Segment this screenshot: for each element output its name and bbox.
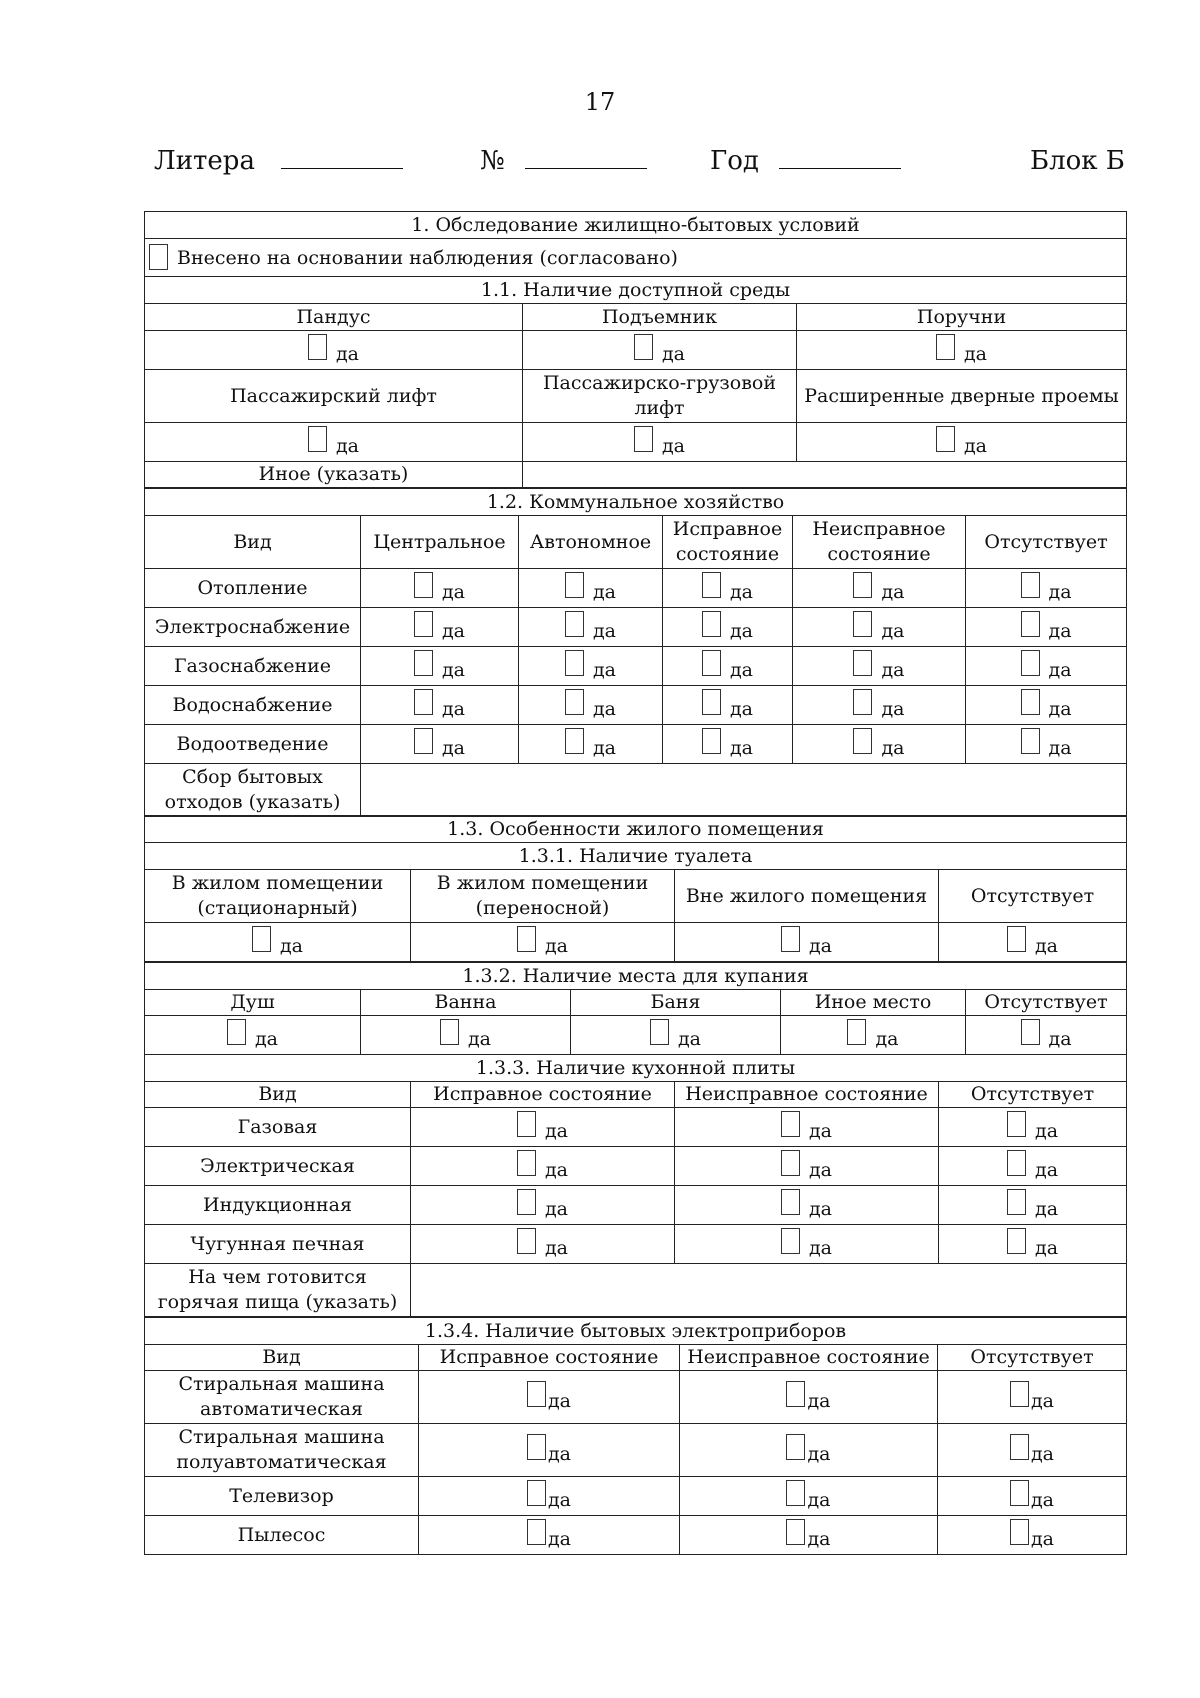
row-label: Отопление bbox=[145, 569, 361, 608]
yes-label: да bbox=[335, 434, 360, 457]
s12-header-type: Вид bbox=[145, 516, 361, 569]
yes-label: да bbox=[1048, 580, 1072, 603]
year-field bbox=[710, 146, 901, 176]
section-1-title: 1. Обследование жилищно-бытовых условий bbox=[145, 212, 1127, 239]
hot-food-input[interactable] bbox=[411, 1264, 1127, 1317]
yes-label: да bbox=[808, 1197, 833, 1220]
section-1-3-4-title: 1.3.4. Наличие бытовых электроприборов bbox=[145, 1318, 1127, 1345]
yes-label: да bbox=[547, 1442, 572, 1465]
consent-checkbox[interactable] bbox=[149, 244, 168, 270]
row-label: Индукционная bbox=[145, 1186, 411, 1225]
shower-header: Душ bbox=[145, 990, 361, 1016]
ramp-cell bbox=[145, 331, 523, 370]
section-1-2-title: 1.2. Коммунальное хозяйство bbox=[145, 489, 1127, 516]
yes-label: да bbox=[1048, 619, 1072, 642]
yes-label: да bbox=[808, 1236, 833, 1259]
yes-label: да bbox=[544, 1197, 569, 1220]
page-number: 17 bbox=[584, 88, 616, 116]
checkbox[interactable] bbox=[414, 611, 433, 637]
number-label: № bbox=[480, 146, 505, 176]
table-row bbox=[145, 1516, 1127, 1555]
yes-label: да bbox=[467, 1027, 492, 1050]
checkbox[interactable] bbox=[1010, 1381, 1029, 1407]
section-1-3-2-title: 1.3.2. Наличие места для купания bbox=[145, 963, 1127, 990]
litera-field bbox=[154, 146, 403, 176]
checkbox[interactable] bbox=[414, 650, 433, 676]
table-row bbox=[145, 569, 1127, 608]
checkbox[interactable] bbox=[786, 1519, 805, 1545]
shower-checkbox[interactable] bbox=[227, 1019, 246, 1045]
year-input[interactable] bbox=[779, 148, 901, 169]
yes-label: да bbox=[592, 580, 617, 603]
table-row bbox=[145, 1186, 1127, 1225]
yes-label: да bbox=[881, 619, 905, 642]
checkbox[interactable] bbox=[1010, 1434, 1029, 1460]
yes-label: да bbox=[1030, 1488, 1055, 1511]
s12-header-central: Центральное bbox=[361, 516, 519, 569]
checkbox[interactable] bbox=[1007, 1150, 1026, 1176]
yes-label: да bbox=[729, 580, 754, 603]
yes-label: да bbox=[808, 934, 833, 957]
yes-label: да bbox=[1035, 1158, 1059, 1181]
checkbox[interactable] bbox=[702, 611, 721, 637]
freight-lift-checkbox[interactable] bbox=[634, 426, 653, 452]
yes-label: да bbox=[807, 1442, 831, 1465]
checkbox[interactable] bbox=[517, 1228, 536, 1254]
table-row bbox=[145, 1108, 1127, 1147]
waste-input[interactable] bbox=[361, 764, 1127, 817]
yes-label: да bbox=[441, 736, 466, 759]
s12-header-autonomous: Автономное bbox=[519, 516, 663, 569]
appliance-working-header: Исправное состояние bbox=[419, 1345, 680, 1371]
checkbox[interactable] bbox=[527, 1434, 546, 1460]
checkbox[interactable] bbox=[1021, 572, 1040, 598]
yes-label: да bbox=[441, 619, 466, 642]
checkbox[interactable] bbox=[1021, 728, 1040, 754]
checkbox[interactable] bbox=[853, 611, 872, 637]
checkbox[interactable] bbox=[702, 689, 721, 715]
number-field bbox=[480, 146, 647, 176]
yes-label: да bbox=[881, 658, 905, 681]
consent-row bbox=[145, 239, 1127, 277]
row-label: Телевизор bbox=[145, 1477, 419, 1516]
stove-type-header: Вид bbox=[145, 1082, 411, 1108]
yes-label: да bbox=[335, 342, 360, 365]
yes-label: да bbox=[441, 580, 466, 603]
bath-checkbox[interactable] bbox=[440, 1019, 459, 1045]
checkbox[interactable] bbox=[565, 611, 584, 637]
table-row bbox=[145, 1371, 1127, 1424]
bathing-absent-header: Отсутствует bbox=[966, 990, 1127, 1016]
passenger-lift-header: Пассажирский лифт bbox=[145, 370, 523, 423]
yes-label: да bbox=[441, 658, 466, 681]
appliance-broken-header: Неисправное состояние bbox=[680, 1345, 938, 1371]
form-block-2 bbox=[144, 815, 1126, 1055]
checkbox[interactable] bbox=[1007, 1189, 1026, 1215]
year-label: Год bbox=[710, 146, 759, 176]
passenger-lift-cell bbox=[145, 423, 523, 462]
yes-label: да bbox=[807, 1389, 831, 1412]
checkbox[interactable] bbox=[1021, 611, 1040, 637]
checkbox[interactable] bbox=[414, 572, 433, 598]
wide-doors-checkbox[interactable] bbox=[936, 426, 955, 452]
yes-label: да bbox=[729, 736, 754, 759]
section-1-3-title: 1.3. Особенности жилого помещения bbox=[145, 816, 1127, 843]
yes-label: да bbox=[1048, 658, 1072, 681]
row-label: Электрическая bbox=[145, 1147, 411, 1186]
ramp-checkbox[interactable] bbox=[308, 334, 327, 360]
yes-label: да bbox=[544, 1119, 569, 1142]
checkbox[interactable] bbox=[1007, 1111, 1026, 1137]
stove-broken-header: Неисправное состояние bbox=[675, 1082, 939, 1108]
yes-label: да bbox=[592, 619, 617, 642]
lift-platform-cell bbox=[523, 331, 797, 370]
yes-label: да bbox=[547, 1488, 572, 1511]
yes-label: да bbox=[1048, 736, 1072, 759]
form-block-4 bbox=[144, 1317, 1126, 1555]
table-row bbox=[145, 647, 1127, 686]
checkbox[interactable] bbox=[786, 1480, 805, 1506]
lift-platform-header: Подъемник bbox=[523, 304, 797, 331]
row-label: Водоснабжение bbox=[145, 686, 361, 725]
bathing-absent-checkbox[interactable] bbox=[1021, 1019, 1040, 1045]
yes-label: да bbox=[677, 1027, 702, 1050]
toilet-absent-checkbox[interactable] bbox=[1007, 926, 1026, 952]
checkbox[interactable] bbox=[414, 689, 433, 715]
yes-label: да bbox=[544, 934, 569, 957]
checkbox[interactable] bbox=[702, 728, 721, 754]
row-label: Газоснабжение bbox=[145, 647, 361, 686]
table-row bbox=[145, 1147, 1127, 1186]
checkbox[interactable] bbox=[565, 728, 584, 754]
stove-working-header: Исправное состояние bbox=[411, 1082, 675, 1108]
checkbox[interactable] bbox=[702, 572, 721, 598]
row-label: Стиральная машина автоматическая bbox=[145, 1371, 419, 1424]
row-label: Водоотведение bbox=[145, 725, 361, 764]
toilet-outside-header: Вне жилого помещения bbox=[675, 870, 939, 923]
yes-label: да bbox=[547, 1389, 572, 1412]
yes-label: да bbox=[441, 697, 466, 720]
row-label: Газовая bbox=[145, 1108, 411, 1147]
checkbox[interactable] bbox=[1007, 1228, 1026, 1254]
lift-platform-checkbox[interactable] bbox=[634, 334, 653, 360]
yes-label: да bbox=[1030, 1389, 1055, 1412]
toilet-portable-header: В жилом помещении (переносной) bbox=[411, 870, 675, 923]
other-label: Иное (указать) bbox=[145, 462, 523, 488]
form-block-3 bbox=[144, 1054, 1126, 1317]
yes-label: да bbox=[963, 434, 988, 457]
litera-input[interactable] bbox=[281, 148, 403, 169]
checkbox[interactable] bbox=[517, 1189, 536, 1215]
yes-label: да bbox=[592, 697, 617, 720]
section-1-3-1-title: 1.3.1. Наличие туалета bbox=[145, 843, 1127, 870]
block-label: Блок Б bbox=[1030, 146, 1125, 176]
consent-label: Внесено на основании наблюдения (согласовано) bbox=[177, 247, 678, 269]
checkbox[interactable] bbox=[781, 1189, 800, 1215]
checkbox[interactable] bbox=[1021, 689, 1040, 715]
table-row bbox=[145, 725, 1127, 764]
yes-label: да bbox=[807, 1488, 831, 1511]
checkbox[interactable] bbox=[527, 1519, 546, 1545]
checkbox[interactable] bbox=[517, 1111, 536, 1137]
section-1-3-3-title: 1.3.3. Наличие кухонной плиты bbox=[145, 1055, 1127, 1082]
table-row bbox=[145, 1477, 1127, 1516]
checkbox[interactable] bbox=[527, 1381, 546, 1407]
appliance-type-header: Вид bbox=[145, 1345, 419, 1371]
yes-label: да bbox=[1035, 1236, 1059, 1259]
row-label: Чугунная печная bbox=[145, 1225, 411, 1264]
wide-doors-cell bbox=[797, 423, 1127, 462]
yes-label: да bbox=[1048, 697, 1072, 720]
checkbox[interactable] bbox=[702, 650, 721, 676]
checkbox[interactable] bbox=[781, 1111, 800, 1137]
checkbox[interactable] bbox=[781, 1228, 800, 1254]
yes-label: да bbox=[592, 658, 617, 681]
checkbox[interactable] bbox=[517, 1150, 536, 1176]
passenger-lift-checkbox[interactable] bbox=[308, 426, 327, 452]
sauna-header: Баня bbox=[571, 990, 781, 1016]
yes-label: да bbox=[808, 1119, 833, 1142]
yes-label: да bbox=[808, 1158, 833, 1181]
row-label: Стиральная машина полуавтоматическая bbox=[145, 1424, 419, 1477]
number-input[interactable] bbox=[525, 148, 647, 169]
appliance-absent-header: Отсутствует bbox=[938, 1345, 1127, 1371]
yes-label: да bbox=[1035, 1197, 1059, 1220]
toilet-stationary-header: В жилом помещении (стационарный) bbox=[145, 870, 411, 923]
yes-label: да bbox=[1034, 934, 1059, 957]
waste-label: Сбор бытовых отходов (указать) bbox=[145, 764, 361, 817]
yes-label: да bbox=[881, 697, 905, 720]
hot-food-label: На чем готовится горячая пища (указать) bbox=[145, 1264, 411, 1317]
yes-label: да bbox=[1030, 1442, 1055, 1465]
freight-lift-cell bbox=[523, 423, 797, 462]
other-input[interactable] bbox=[523, 462, 1127, 488]
stove-absent-header: Отсутствует bbox=[939, 1082, 1127, 1108]
other-place-checkbox[interactable] bbox=[847, 1019, 866, 1045]
handrails-header: Поручни bbox=[797, 304, 1127, 331]
checkbox[interactable] bbox=[853, 728, 872, 754]
yes-label: да bbox=[279, 934, 304, 957]
yes-label: да bbox=[592, 736, 617, 759]
bath-header: Ванна bbox=[361, 990, 571, 1016]
yes-label: да bbox=[729, 619, 754, 642]
checkbox[interactable] bbox=[853, 650, 872, 676]
checkbox[interactable] bbox=[1010, 1519, 1029, 1545]
yes-label: да bbox=[254, 1027, 279, 1050]
table-row bbox=[145, 608, 1127, 647]
yes-label: да bbox=[729, 658, 754, 681]
row-label: Электроснабжение bbox=[145, 608, 361, 647]
section-1-1-title: 1.1. Наличие доступной среды bbox=[145, 277, 1127, 304]
yes-label: да bbox=[1048, 1027, 1072, 1050]
yes-label: да bbox=[963, 342, 988, 365]
form-block-1 bbox=[144, 211, 1126, 817]
yes-label: да bbox=[544, 1236, 569, 1259]
checkbox[interactable] bbox=[414, 728, 433, 754]
yes-label: да bbox=[875, 1027, 899, 1050]
table-row bbox=[145, 686, 1127, 725]
toilet-stationary-checkbox[interactable] bbox=[252, 926, 271, 952]
yes-label: да bbox=[544, 1158, 569, 1181]
checkbox[interactable] bbox=[786, 1381, 805, 1407]
handrails-checkbox[interactable] bbox=[936, 334, 955, 360]
yes-label: да bbox=[661, 342, 686, 365]
ramp-header: Пандус bbox=[145, 304, 523, 331]
yes-label: да bbox=[661, 434, 686, 457]
checkbox[interactable] bbox=[527, 1480, 546, 1506]
other-place-header: Иное место bbox=[781, 990, 966, 1016]
toilet-absent-header: Отсутствует bbox=[939, 870, 1127, 923]
s12-header-broken: Неисправное состояние bbox=[793, 516, 966, 569]
sauna-checkbox[interactable] bbox=[650, 1019, 669, 1045]
yes-label: да bbox=[807, 1527, 831, 1550]
yes-label: да bbox=[1030, 1527, 1055, 1550]
checkbox[interactable] bbox=[565, 572, 584, 598]
toilet-portable-checkbox[interactable] bbox=[517, 926, 536, 952]
yes-label: да bbox=[881, 736, 905, 759]
checkbox[interactable] bbox=[1021, 650, 1040, 676]
checkbox[interactable] bbox=[1010, 1480, 1029, 1506]
checkbox[interactable] bbox=[853, 572, 872, 598]
checkbox[interactable] bbox=[786, 1434, 805, 1460]
checkbox[interactable] bbox=[565, 650, 584, 676]
toilet-outside-checkbox[interactable] bbox=[781, 926, 800, 952]
yes-label: да bbox=[729, 697, 754, 720]
s12-header-absent: Отсутствует bbox=[966, 516, 1127, 569]
yes-label: да bbox=[881, 580, 905, 603]
freight-lift-header: Пассажирско-грузовой лифт bbox=[523, 370, 797, 423]
table-row bbox=[145, 1225, 1127, 1264]
checkbox[interactable] bbox=[565, 689, 584, 715]
table-row bbox=[145, 1424, 1127, 1477]
row-label: Пылесос bbox=[145, 1516, 419, 1555]
litera-label: Литера bbox=[154, 146, 255, 176]
handrails-cell bbox=[797, 331, 1127, 370]
yes-label: да bbox=[547, 1527, 572, 1550]
s12-header-working: Исправное состояние bbox=[663, 516, 793, 569]
checkbox[interactable] bbox=[781, 1150, 800, 1176]
wide-doors-header: Расширенные дверные проемы bbox=[797, 370, 1127, 423]
checkbox[interactable] bbox=[853, 689, 872, 715]
yes-label: да bbox=[1035, 1119, 1059, 1142]
